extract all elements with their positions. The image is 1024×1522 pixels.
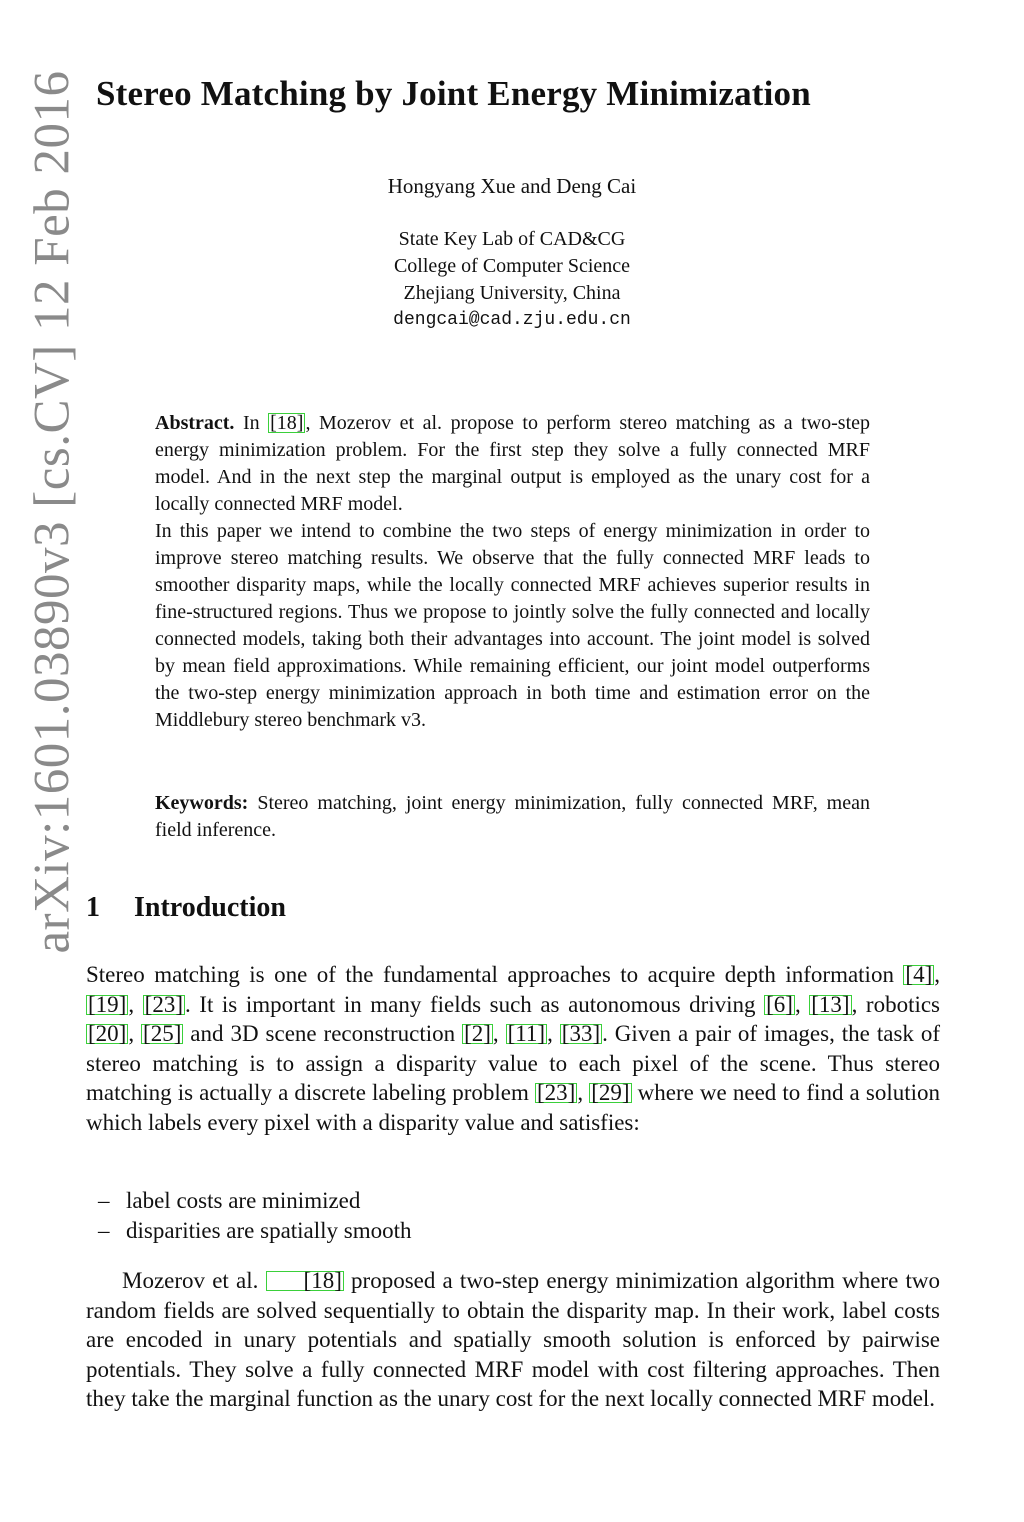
- citation-link[interactable]: [19]: [88, 991, 127, 1017]
- citation-link[interactable]: [33]: [561, 1021, 601, 1047]
- section-heading: [86, 892, 286, 924]
- arxiv-id-text: arXiv:1601.03890v3 [cs.CV] 12 Feb 2016: [25, 70, 81, 954]
- citation-link[interactable]: [18]: [266, 1271, 344, 1291]
- paragraph-text: ,: [128, 1021, 142, 1047]
- citation-link[interactable]: [23]: [536, 1080, 576, 1106]
- affiliation-block: [0, 226, 1024, 334]
- paragraph-text: where we need to find a solution which labels every pixel with a disparity value and satisfies:: [86, 1080, 941, 1135]
- bullet-marker: –: [98, 1188, 110, 1213]
- section-number: 1: [86, 892, 100, 923]
- citation-link[interactable]: [11]: [507, 1021, 546, 1047]
- paragraph-text: Stereo matching is one of the fundamental approaches to acquire depth information: [86, 962, 904, 987]
- affiliation-line: State Key Lab of CAD&CG: [398, 228, 626, 250]
- paragraph-text: , robotics: [851, 991, 941, 1017]
- citation-link[interactable]: [20]: [88, 1021, 127, 1047]
- arxiv-identifier-stamp: [18, 72, 88, 952]
- paragraph-text: ,: [547, 1021, 560, 1047]
- citation-link[interactable]: [29]: [591, 1080, 630, 1106]
- list-item-text: disparities are spatially smooth: [126, 1218, 412, 1243]
- intro-paragraph-1: [86, 960, 940, 1138]
- citation-link[interactable]: [4]: [905, 962, 933, 987]
- abstract-text: , Mozerov et al. propose to perform stereo matching as a two-step energy minimization problem. For the first step they solve a fully connected MRF model. And in the next step the marginal output is employed as the unary cost for a locally connected MRF model.: [155, 412, 871, 515]
- citation-link[interactable]: [23]: [144, 991, 183, 1017]
- paragraph-text: ,: [492, 1021, 506, 1047]
- paragraph-text: . It is important in many fields such as autonomous driving: [184, 991, 765, 1017]
- paragraph-text: ,: [577, 1080, 590, 1106]
- paper-title: Stereo Matching by Joint Energy Minimization: [96, 74, 811, 113]
- abstract-paragraph: In this paper we intend to combine the two steps of energy minimization in order to improve stereo matching results. We observe that the fully connected MRF leads to smoother disparity maps, while the locally connected MRF achieves superior results in fine-structured regions. Thus we propose to jointly solve the fully connected and locally connected models, taking both their advantages into account. The joint model is solved by mean field approximations. While remaining efficient, our joint model outperforms the two-step energy minimization approach in both time and estimation error on the Middlebury stereo benchmark v3.: [155, 520, 870, 731]
- abstract-text: In: [242, 412, 260, 434]
- list-item: [98, 1216, 938, 1246]
- author-email: dengcai@cad.zju.edu.cn: [393, 310, 631, 330]
- abstract-label: Abstract.: [155, 412, 235, 434]
- paragraph-text: proposed a two-step energy minimization algorithm where two random fields are solved sequentially to obtain the disparity map. In their work, label costs are encoded in unary potentials and spatially smooth solution is enforced by pairwise potentials. They solve a fully connected MRF model with cost filtering approaches. Then they take the marginal function as the unary cost for the next locally connected MRF model.: [86, 1268, 940, 1412]
- paper-authors: Hongyang Xue and Deng Cai: [387, 174, 637, 198]
- list-item: [98, 1186, 938, 1216]
- keywords-label: Keywords:: [155, 792, 249, 814]
- intro-paragraph-2: [86, 1266, 940, 1414]
- keywords-text: Stereo matching, joint energy minimization, fully connected MRF, mean field inference.: [155, 792, 870, 841]
- list-item-text: label costs are minimized: [126, 1188, 361, 1213]
- paragraph-text: ,: [934, 962, 940, 987]
- citation-link[interactable]: [2]: [464, 1021, 491, 1047]
- citation-link[interactable]: [18]: [270, 412, 304, 434]
- abstract: [155, 410, 870, 734]
- paragraph-text: and 3D scene reconstruction: [183, 1021, 463, 1047]
- section-title: Introduction: [134, 892, 286, 923]
- affiliation-line: College of Computer Science: [393, 255, 631, 277]
- paragraph-text: Mozerov et al.: [122, 1268, 259, 1293]
- paragraph-text: ,: [128, 991, 143, 1017]
- keywords: [155, 790, 870, 844]
- paragraph-text: ,: [794, 991, 810, 1017]
- citation-link[interactable]: [13]: [811, 991, 850, 1017]
- citation-link[interactable]: [25]: [143, 1021, 182, 1047]
- bullet-list: [98, 1186, 938, 1246]
- citation-link[interactable]: [6]: [766, 991, 793, 1017]
- paragraph-text: . Given a pair of images, the task of stereo matching is to assign a disparity value to each pixel of the scene. Thus stereo matching is actually a discrete labeling problem: [86, 1021, 940, 1106]
- bullet-marker: –: [98, 1218, 110, 1243]
- affiliation-line: Zhejiang University, China: [403, 282, 621, 304]
